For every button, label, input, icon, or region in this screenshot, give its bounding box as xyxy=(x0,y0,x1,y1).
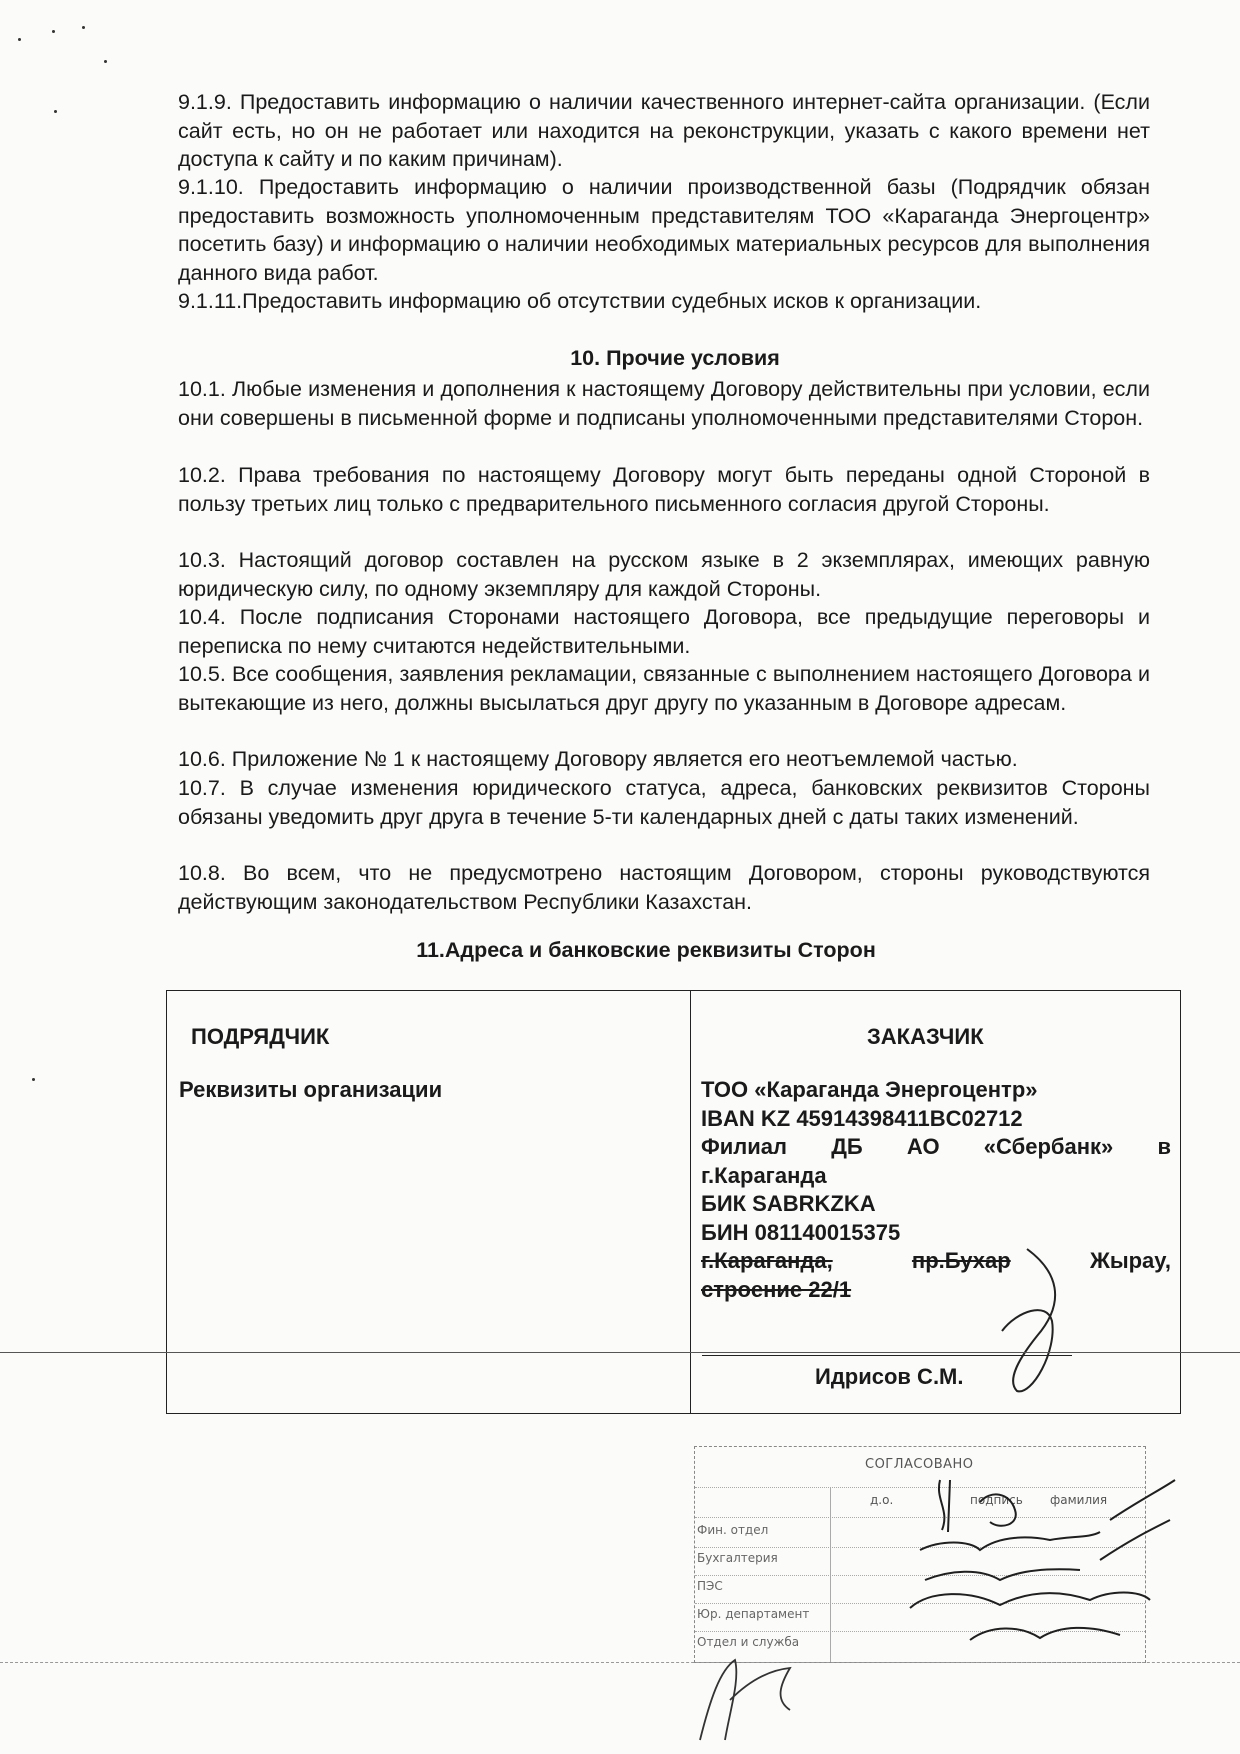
customer-requisites xyxy=(701,1076,1171,1304)
clause-10-5: 10.5. Все сообщения, заявления рекламации, связанные с выполнением настоящего Договора и вытекающие из него, должны высылаться друг другу по указанным в Договоре адресам. xyxy=(178,662,1150,715)
scan-speck xyxy=(82,26,85,29)
scan-speck xyxy=(104,60,107,63)
scan-fold-line xyxy=(0,1352,1240,1353)
clause-9-1-11: 9.1.11.Предоставить информацию об отсутствии судебных исков к организации. xyxy=(178,289,982,313)
stamp-title: СОГЛАСОВАНО xyxy=(865,1457,974,1472)
customer-bank-city: г.Караганда xyxy=(701,1162,827,1188)
contractor-details: Реквизиты организации xyxy=(179,1077,443,1102)
clause-10-1: 10.1. Любые изменения и дополнения к настоящему Договору действительны при условии, если они совершены в письменной форме и подписаны уполномоченными представителями Сторон. xyxy=(178,377,1150,430)
contractor-title: ПОДРЯДЧИК xyxy=(191,1024,330,1049)
customer-bik: БИК SABRKZKA xyxy=(701,1191,876,1216)
bank-word: «Сбербанк» xyxy=(983,1134,1114,1159)
requisites-table xyxy=(166,990,1181,1414)
bank-word: Филиал xyxy=(701,1134,788,1159)
scan-speck xyxy=(52,30,55,33)
stamp-row: Фин. отдел xyxy=(697,1523,769,1537)
customer-iban: IBAN KZ 45914398411BC02712 xyxy=(701,1105,1023,1131)
address-word: пр.Бухар xyxy=(911,1248,1011,1273)
address-word: г.Караганда, xyxy=(701,1248,833,1273)
stamp-rule xyxy=(695,1517,1145,1518)
stamp-col-signature: подпись xyxy=(970,1493,1023,1507)
stamp-rule xyxy=(695,1575,1145,1576)
scan-speck xyxy=(54,110,57,113)
clause-9-1-9: 9.1.9. Предоставить информацию о наличии качественного интернет-сайта организации. (Если сайт есть, но он не работает или находится на реконструкции, указать с какого времени нет доступа к сайту и по каким причинам). xyxy=(178,90,1150,171)
stamp-rule xyxy=(695,1603,1145,1604)
stamp-col-surname: фамилия xyxy=(1050,1493,1108,1507)
stamp-rule xyxy=(695,1631,1145,1632)
scan-speck xyxy=(18,38,21,41)
customer-title: ЗАКАЗЧИК xyxy=(867,1024,984,1049)
stamp-row: Отдел и служба xyxy=(697,1635,800,1649)
stamp-row: ПЭС xyxy=(697,1579,723,1593)
stamp-col-position: д.о. xyxy=(870,1493,894,1507)
section-10-heading: 10. Прочие условия xyxy=(570,346,780,370)
clause-10-6: 10.6. Приложение № 1 к настоящему Договору является его неотъемлемой частью. xyxy=(178,747,1018,771)
signature-line xyxy=(702,1355,1072,1356)
bank-word: в xyxy=(1157,1134,1171,1159)
customer-bin: БИН 081140015375 xyxy=(701,1219,901,1245)
section-11-heading: 11.Адреса и банковские реквизиты Сторон xyxy=(416,938,876,962)
bank-word: ДБ xyxy=(831,1134,863,1159)
clause-10-8: 10.8. Во всем, что не предусмотрено настоящим Договором, стороны руководствуются действующим законодательством Республики Казахстан. xyxy=(178,861,1150,914)
scan-edge-line xyxy=(0,1662,1240,1663)
stamp-row: Бухгалтерия xyxy=(697,1551,778,1565)
customer-signatory: Идрисов С.М. xyxy=(815,1364,964,1389)
customer-bank-line xyxy=(701,1133,1171,1162)
clause-10-7: 10.7. В случае изменения юридического статуса, адреса, банковских реквизитов Стороны обязаны уведомить друг друга в течение 5-ти календарных дней с даты таких изменений. xyxy=(178,776,1150,829)
clause-10-2: 10.2. Права требования по настоящему Договору могут быть переданы одной Стороной в пользу третьих лиц только с предварительного письменного согласия другой Стороны. xyxy=(178,463,1150,516)
stamp-row: Юр. департамент xyxy=(697,1607,810,1621)
scan-speck xyxy=(32,1078,35,1081)
customer-address-line xyxy=(701,1247,1171,1276)
clause-9-1-10: 9.1.10. Предоставить информацию о наличии производственной базы (Подрядчик обязан предоставить возможность уполномоченным представителям ТОО «Караганда Энергоцентр» посетить базу) и информацию о наличии необходимых материальных ресурсов для выполнения данного вида работ. xyxy=(178,175,1150,285)
address-word: Жырау, xyxy=(1089,1248,1171,1273)
approval-stamp xyxy=(694,1446,1146,1663)
stamp-rule xyxy=(695,1547,1145,1548)
clause-10-3: 10.3. Настоящий договор составлен на русском языке в 2 экземплярах, имеющих равную юридическую силу, по одному экземпляру для каждой Стороны. xyxy=(178,548,1150,601)
bank-word: АО xyxy=(906,1134,940,1159)
clause-10-4: 10.4. После подписания Сторонами настоящего Договора, все предыдущие переговоры и переписка по нему считаются недействительными. xyxy=(178,605,1150,658)
stamp-rule xyxy=(695,1487,1145,1488)
customer-address-building: строение 22/1 xyxy=(701,1276,852,1302)
table-divider xyxy=(690,991,691,1413)
customer-name: ТОО «Караганда Энергоцентр» xyxy=(701,1077,1038,1102)
